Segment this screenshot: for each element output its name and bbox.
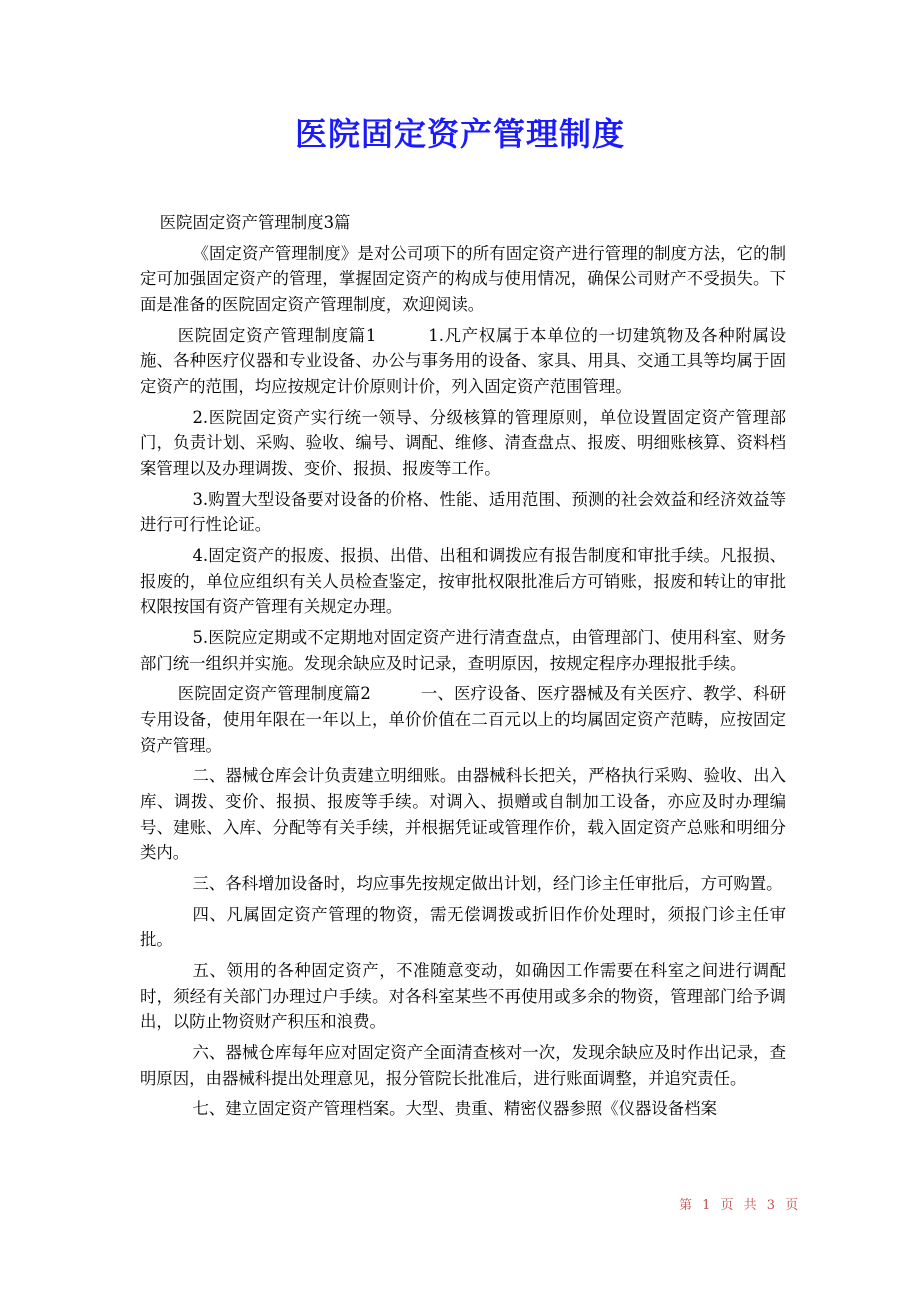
paragraph-part2-item2: 二、器械仓库会计负责建立明细账。由器械科长把关，严格执行采购、验收、出入库、调拨、变价、报损、报废等手续。对调入、损赠或自制加工设备，亦应及时办理编号、建账、入库、分配等有关手续，并根据凭证或管理作价，载入固定资产总账和明细分类内。: [140, 766, 786, 863]
paragraph-part2-item6: 六、器械仓库每年应对固定资产全面清查核对一次，发现余缺应及时作出记录，查明原因，由器械科提出处理意见，报分管院长批准后，进行账面调整，并追究责任。: [140, 1043, 786, 1088]
document-subtitle: 医院固定资产管理制度3篇: [159, 213, 351, 232]
paragraph-part2-item7: 七、建立固定资产管理档案。大型、贵重、精密仪器参照《仪器设备档案: [192, 1099, 717, 1119]
paragraph-part1-item2: 2.医院固定资产实行统一领导、分级核算的管理原则，单位设置固定资产管理部门，负责计划、采购、验收、编号、调配、维修、清查盘点、报废、明细账核算、资料档案管理以及办理调拨、变价、报损、报废等工作。: [140, 407, 786, 478]
paragraph-intro: 《固定资产管理制度》是对公司项下的所有固定资产进行管理的制度方法，它的制定可加强固定资产的管理，掌握固定资产的构成与使用情况，确保公司财产不受损失。下面是准备的医院固定资产管理制度，欢迎阅读。: [140, 243, 786, 314]
paragraph-part1-item1: 医院固定资产管理制度篇1 1.凡产权属于本单位的一切建筑物及各种附属设施、各种医疗仪器和专业设备、办公与事务用的设备、家具、用具、交通工具等均属于固定资产的范围，均应按规定计价原则计价，列入固定资产范围管理。: [140, 325, 786, 396]
paragraph-part2-item3: 三、各科增加设备时，均应事先按规定做出计划，经门诊主任审批后，方可购置。: [192, 873, 783, 893]
paragraph-part1-item3: 3.购置大型设备要对设备的价格、性能、适用范围、预测的社会效益和经济效益等进行可行性论证。: [140, 489, 786, 535]
paragraph-part2-item1: 医院固定资产管理制度篇2 一、医疗设备、医疗器械及有关医疗、教学、科研专用设备，使用年限在一年以上，单价价值在二百元以上的均属固定资产范畴，应按固定资产管理。: [140, 684, 786, 755]
document-title: 医院固定资产管理制度: [294, 115, 625, 153]
document-body: [140, 210, 786, 1122]
paragraph-part2-item4: 四、凡属固定资产管理的物资，需无偿调拨或折旧作价处理时，须报门诊主任审批。: [140, 904, 786, 950]
paragraph-part2-item5: 五、领用的各种固定资产，不准随意变动，如确因工作需要在科室之间进行调配时，须经有关部门办理过户手续。对各科室某些不再使用或多余的物资，管理部门给予调出，以防止物资财产积压和浪费。: [140, 961, 786, 1032]
paragraph-part1-item4: 4.固定资产的报废、报损、出借、出租和调拨应有报告制度和审批手续。凡报损、报废的，单位应组织有关人员检查鉴定，按审批权限批准后方可销账，报废和转让的审批权限按国有资产管理有关规定办理。: [140, 546, 786, 617]
paragraph-part1-item5: 5.医院应定期或不定期地对固定资产进行清查盘点，由管理部门、使用科室、财务部门统一组织并实施。发现余缺应及时记录，查明原因，按规定程序办理报批手续。: [140, 628, 786, 673]
page-number-footer: 第 1 页 共 3 页: [679, 1198, 802, 1213]
